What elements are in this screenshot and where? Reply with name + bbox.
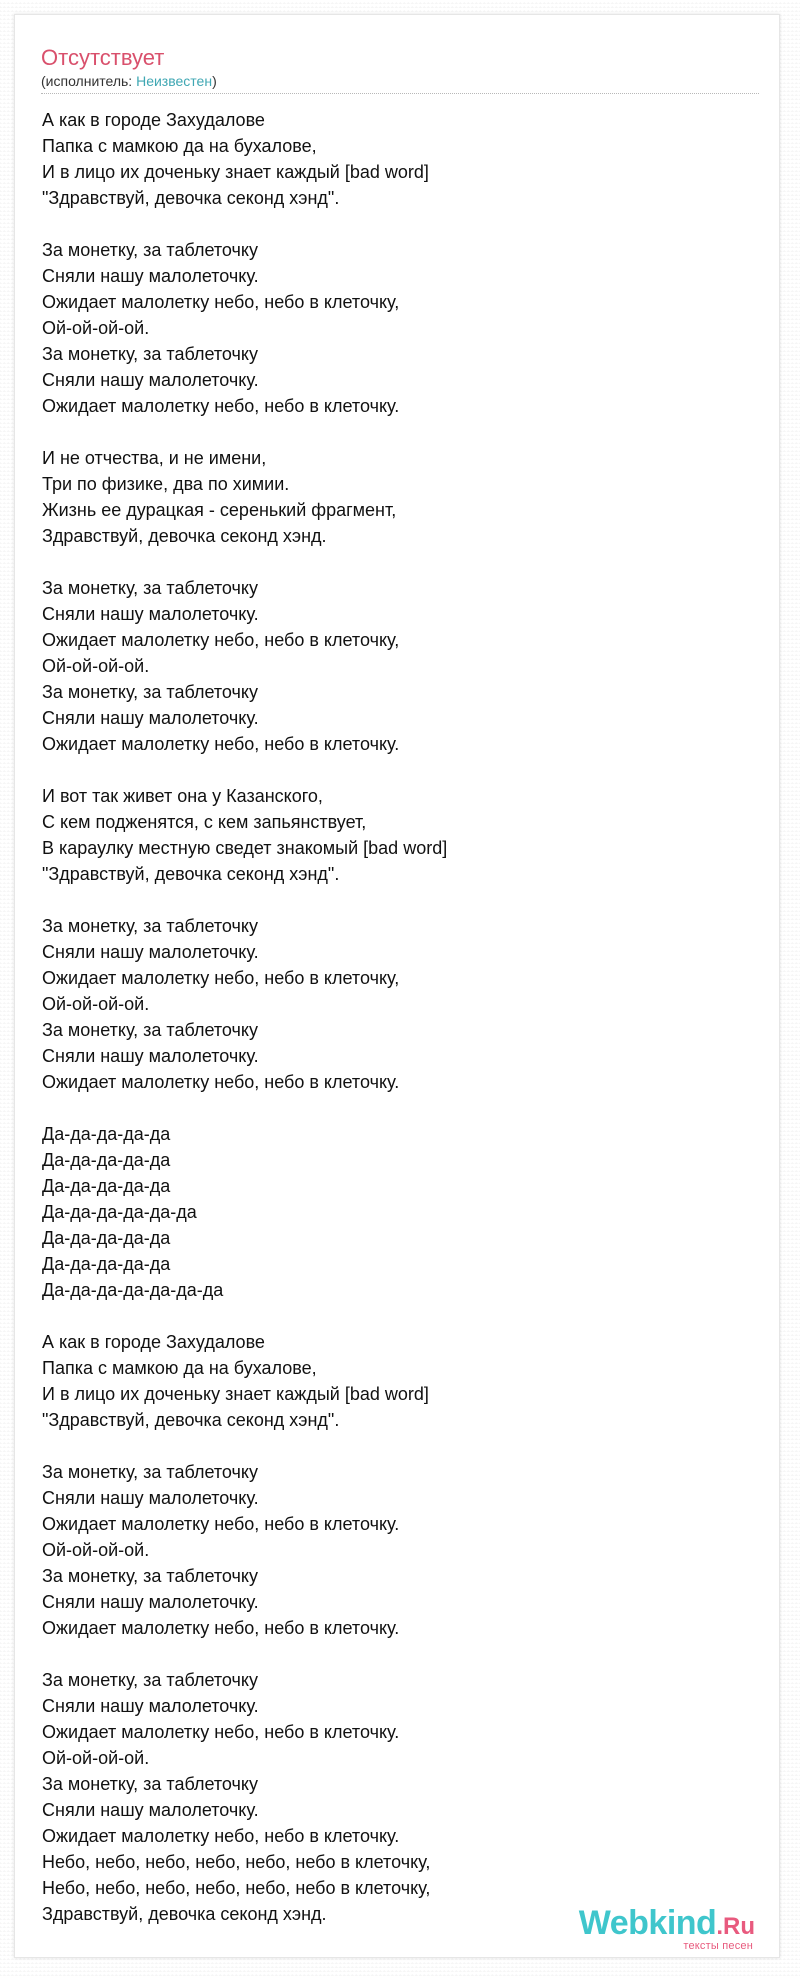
- logo-tagline: тексты песен: [683, 1940, 753, 1952]
- site-logo[interactable]: [578, 1904, 755, 1952]
- logo-main-text: Webkind: [578, 1904, 717, 1942]
- title-divider: [41, 93, 759, 94]
- artist-link[interactable]: Неизвестен: [136, 73, 213, 89]
- artist-suffix: ): [212, 73, 217, 89]
- lyrics-text: А как в городе Захудалове Папка с мамкою да на бухалове, И в лицо их доченьку знает каждый [bad word] "Здравствуй, девочка секонд хэнд". За монетку, за таблеточку Сняли нашу малолеточку. Ожидает малолетку небо, небо в клеточку, Ой-ой-ой-ой. За монетку, за таблеточку Сняли нашу малолеточку. Ожидает малолетку небо, небо в клеточку. И не отчества, и не имени, Три по физике, два по химии. Жизнь ее дурацкая - серенький фрагмент, Здравствуй, девочка секонд хэнд. За монетку, за таблеточку Сняли нашу малолеточку. Ожидает малолетку небо, небо в клеточку, Ой-ой-ой-ой. За монетку, за таблеточку Сняли нашу малолеточку. Ожидает малолетку небо, небо в клеточку. И вот так живет она у Казанского, С кем подженятся, с кем запьянствует, В караулку местную сведет знакомый [bad word] "Здравствуй, девочка секонд хэнд". За монетку, за таблеточку Сняли нашу малолеточку. Ожидает малолетку небо, небо в клеточку, Ой-ой-ой-ой. За монетку, за таблеточку Сняли нашу малолеточку. Ожидает малолетку небо, небо в клеточку. Да-да-да-да-да Да-да-да-да-да Да-да-да-да-да Да-да-да-да-да-да Да-да-да-да-да Да-да-да-да-да Да-да-да-да-да-да-да А как в городе Захудалове Папка с мамкою да на бухалове, И в лицо их доченьку знает каждый [bad word] "Здравствуй, девочка секонд хэнд". За монетку, за таблеточку Сняли нашу малолеточку. Ожидает малолетку небо, небо в клеточку. Ой-ой-ой-ой. За монетку, за таблеточку Сняли нашу малолеточку. Ожидает малолетку небо, небо в клеточку. За монетку, за таблеточку Сняли нашу малолеточку. Ожидает малолетку небо, небо в клеточку. Ой-ой-ой-ой. За монетку, за таблеточку Сняли нашу малолеточку. Ожидает малолетку небо, небо в клеточку. Небо, небо, небо, небо, небо, небо в клеточку, Небо, небо, небо, небо, небо, небо в клеточку, Здравствуй, девочка секонд хэнд.: [42, 110, 448, 1924]
- artist-prefix: (исполнитель:: [41, 73, 137, 89]
- song-title: Отсутствует: [41, 45, 165, 70]
- lyrics-card: [14, 14, 780, 1958]
- artist-line: [41, 73, 217, 89]
- logo-suffix-text: .Ru: [716, 1913, 755, 1940]
